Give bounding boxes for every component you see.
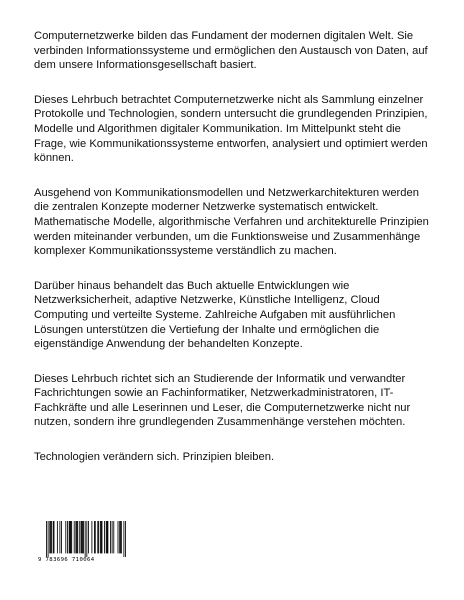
barcode-bar	[53, 521, 54, 553]
barcode-bar	[81, 521, 82, 553]
barcode-bar	[119, 521, 120, 553]
barcode-bar	[48, 521, 49, 557]
isbn-barcode	[38, 521, 128, 565]
barcode-bar	[104, 521, 105, 553]
barcode-bar	[61, 521, 62, 553]
barcode-bar	[121, 521, 122, 553]
barcode-digits: 9 783696 710064	[38, 557, 95, 563]
barcode-bar	[110, 521, 111, 553]
paragraph-intro: Computernetzwerke bilden das Fundament der modernen digitalen Welt. Sie verbinden Informationssysteme und ermöglichen den Austausch von Daten, auf dem unsere Informationsgesellschaft basiert.	[34, 30, 428, 72]
barcode-bar	[88, 521, 89, 553]
barcode-bar	[106, 521, 107, 553]
barcode-bar	[100, 521, 101, 553]
paragraph-approach: Dieses Lehrbuch betrachtet Computernetzwerke nicht als Sammlung einzelner Protokolle und Technologien, sondern untersucht die grundlegenden Prinzipien, Modelle und Algorithmen digitaler Kommunikation. Im Mittelpunkt steht die Frage, wie Kommunikationssysteme entworfen, analysiert und optimiert werden können.	[34, 93, 428, 165]
barcode-bar	[118, 521, 119, 553]
barcode-bar	[57, 521, 58, 553]
barcode-bar	[54, 521, 55, 553]
barcode-bar	[65, 521, 66, 553]
barcode-bar	[86, 521, 87, 557]
barcode-bar	[107, 521, 108, 553]
barcode-bar	[67, 521, 68, 553]
barcode-bar	[125, 521, 126, 557]
barcode-bar	[85, 521, 86, 557]
barcode-bar	[70, 521, 71, 553]
back-cover-text	[34, 29, 434, 485]
barcode-bar	[81, 521, 82, 553]
barcode-bar	[50, 521, 51, 553]
barcode-bar	[83, 521, 84, 553]
barcode-bar	[94, 521, 95, 553]
barcode-bar	[112, 521, 113, 553]
paragraph-topics: Darüber hinaus behandelt das Buch aktuelle Entwicklungen wie Netzwerksicherheit, adaptive Netzwerke, Künstliche Intelligenz, Cloud Computing und verteilte Systeme. Zahlreiche Aufgaben mit ausführlichen Lösungen unterstützen die Vertiefung der Inhalte und ermöglichen die eigenständige Anwendung der behandelten Konzepte.	[34, 279, 396, 351]
barcode-bar	[95, 521, 96, 553]
barcode-bar	[46, 521, 47, 557]
barcode-bar	[123, 521, 124, 557]
paragraph-audience: Dieses Lehrbuch richtet sich an Studierende der Informatik und verwandter Fachrichtungen sowie an Fachinformatiker, Netzwerkadministratoren, IT-Fachkräfte und alle Leserinnen und Leser, die Computernetzwerke nicht nur nutzen, sondern ihre grundlegenden Zusammenhänge verstehen möchten.	[34, 372, 411, 429]
paragraph-concepts: Ausgehend von Kommunikationsmodellen und Netzwerkarchitekturen werden die zentralen Konzepte moderner Netzwerke systematisch entwickelt. Mathematische Modelle, algorithmische Verfahren und architekturelle Prinzipien werden miteinander verbunden, um die Funktionsweise und Zusammenhänge komplexer Kommunikationssysteme verständlich zu machen.	[34, 186, 429, 258]
barcode-bar	[77, 521, 78, 553]
barcode-bar	[120, 521, 121, 553]
barcode-bars	[46, 521, 126, 557]
barcode-bar	[49, 521, 50, 553]
barcode-bar	[91, 521, 92, 553]
barcode-bar	[113, 521, 114, 553]
barcode-bar	[98, 521, 99, 553]
barcode-bar	[76, 521, 77, 553]
barcode-bar	[102, 521, 103, 553]
barcode-bar	[71, 521, 72, 553]
barcode-bar	[97, 521, 98, 553]
paragraph-tagline: Technologien verändern sich. Prinzipien bleiben.	[34, 451, 275, 464]
barcode-bar	[107, 521, 108, 553]
barcode-bar	[59, 521, 60, 553]
barcode-bar	[51, 521, 52, 553]
barcode-bar	[69, 521, 70, 553]
barcode-bar	[82, 521, 83, 553]
barcode-bar	[75, 521, 76, 553]
barcode-bar	[74, 521, 75, 553]
barcode-bar	[101, 521, 102, 553]
barcode-bar	[70, 521, 71, 553]
barcode-bar	[79, 521, 80, 553]
